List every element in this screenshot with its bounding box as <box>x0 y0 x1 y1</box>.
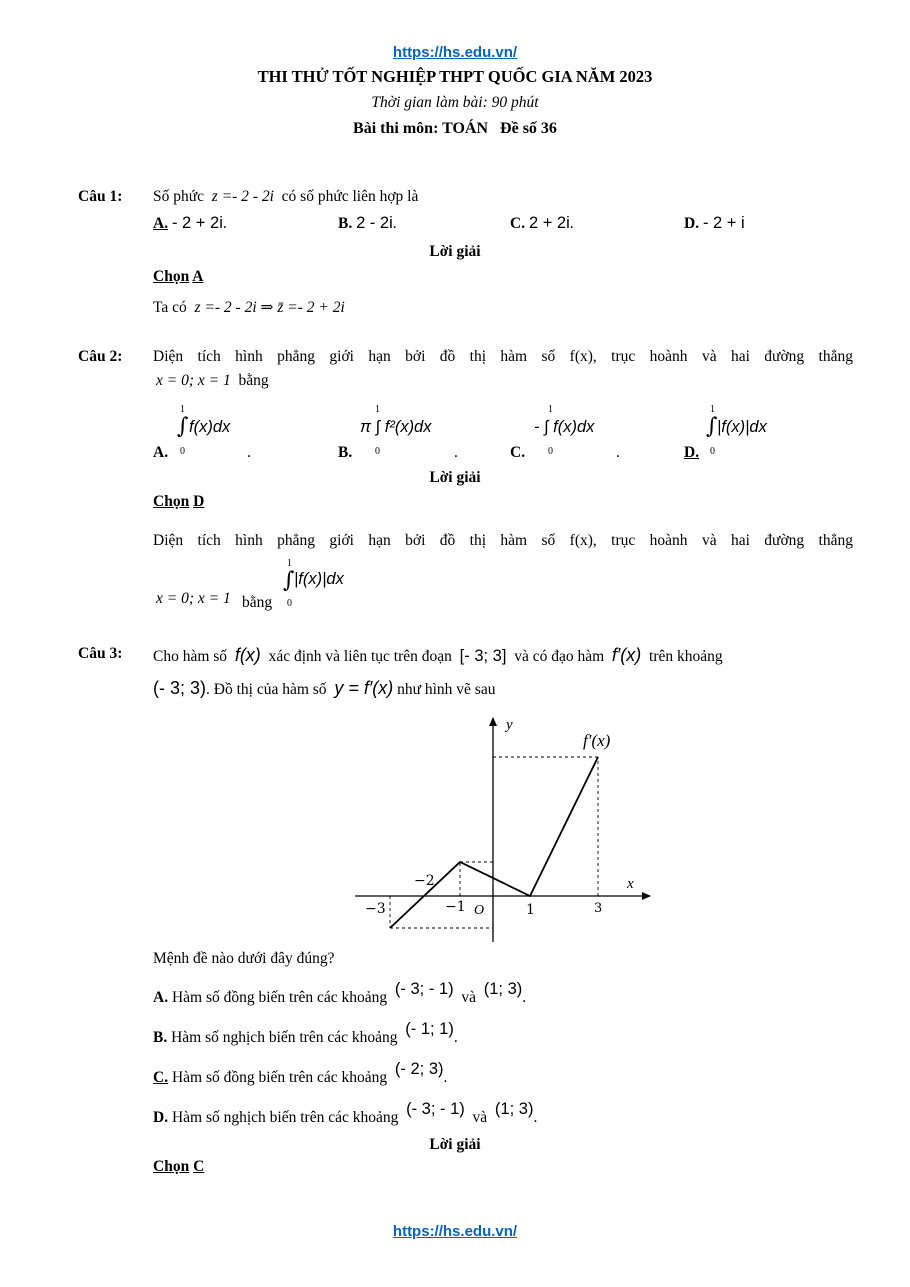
exam-subject: Bài thi môn: TOÁN Đề số 36 <box>353 120 557 137</box>
q2-option-a[interactable]: A. 1 ∫ 0 f(x)dx . <box>153 404 251 461</box>
q2-option-d[interactable]: D. 1 ∫ 0 |f(x)|dx <box>684 404 767 461</box>
q3-solution-title: Lời giải <box>429 1136 481 1153</box>
q2-lines: x = 0; x = 1 bằng <box>156 372 269 389</box>
q2-solution-result: x = 0; x = 1 bằng 1 ∫ 0 |f(x)|dx <box>156 558 344 611</box>
q1-choice: Chọn A <box>153 268 204 285</box>
q3-stem-line2: (- 3; 3). Đồ thị của hàm số y = f′(x) như hình vẽ sau <box>153 678 496 698</box>
x-axis-label: x <box>627 876 634 892</box>
header-link[interactable]: https://hs.edu.vn/ <box>392 44 518 61</box>
tick-3: 3 <box>594 901 603 916</box>
q2-option-c[interactable]: C. 1 0 - ∫ f(x)dx . <box>510 404 620 461</box>
page-title: THI THỬ TỐT NGHIỆP THPT QUỐC GIA NĂM 2023 <box>257 67 653 86</box>
exam-time: Thời gian làm bài: 90 phút <box>371 94 539 111</box>
q1-option-a[interactable]: A. - 2 + 2i. <box>153 214 227 232</box>
q1-label: Câu 1: <box>78 188 123 205</box>
curve-label: f′(x) <box>583 731 611 750</box>
q3-stem-line1: Cho hàm số f(x) xác định và liên tục trên đoạn [- 3; 3] và có đạo hàm f′(x) trên khoảng <box>153 645 723 665</box>
derivative-graph <box>340 710 660 950</box>
q2-choice: Chọn D <box>153 493 205 510</box>
q1-option-d[interactable]: D. - 2 + i <box>684 214 745 232</box>
tick-1: 1 <box>526 902 535 918</box>
q3-choice: Chọn C <box>153 1158 205 1175</box>
footer-link[interactable]: https://hs.edu.vn/ <box>392 1223 518 1240</box>
tick-neg3: −3 <box>365 901 386 917</box>
q2-option-b[interactable]: B. 1 0 π ∫ f²(x)dx . <box>338 404 458 461</box>
derivative-curve <box>390 757 598 928</box>
q2-label: Câu 2: <box>78 348 123 365</box>
q3-option-a[interactable]: A. Hàm số đồng biến trên các khoảng (- 3; - 1) và (1; 3). <box>153 980 527 1006</box>
q3-option-d[interactable]: D. Hàm số nghịch biến trên các khoảng (- 3; - 1) và (1; 3). <box>153 1100 538 1126</box>
q3-option-c[interactable]: C. Hàm số đồng biến trên các khoảng (- 2; 3). <box>153 1060 448 1086</box>
q3-question: Mệnh đề nào dưới đây đúng? <box>153 950 335 967</box>
y-axis-label: y <box>506 717 513 733</box>
q3-option-b[interactable]: B. Hàm số nghịch biến trên các khoảng (- 1; 1). <box>153 1020 458 1046</box>
q1-stem: Số phức z =- 2 - 2i có số phức liên hợp là <box>153 188 419 205</box>
q2-stem: Diện tích hình phẳng giới hạn bởi đồ thị hàm số f(x), trục hoành và hai đường thẳng <box>153 348 853 365</box>
q1-z: z =- 2 - 2i <box>211 188 274 205</box>
exam-number: Đề số 36 <box>500 120 557 137</box>
q1-solution: Ta có z =- 2 - 2i ⇒ z̄ =- 2 + 2i <box>153 299 345 316</box>
q1-solution-title: Lời giải <box>429 243 481 260</box>
q2-solution-title: Lời giải <box>429 469 481 486</box>
tick-neg1: −1 <box>445 899 466 915</box>
tick-neg2: −2 <box>414 873 435 889</box>
origin-label: O <box>474 903 485 918</box>
q3-label: Câu 3: <box>78 645 123 662</box>
q1-option-b[interactable]: B. 2 - 2i. <box>338 214 397 232</box>
q1-option-c[interactable]: C. 2 + 2i. <box>510 214 574 232</box>
q2-solution-text: Diện tích hình phẳng giới hạn bởi đồ thị hàm số f(x), trục hoành và hai đường thẳng <box>153 532 853 549</box>
